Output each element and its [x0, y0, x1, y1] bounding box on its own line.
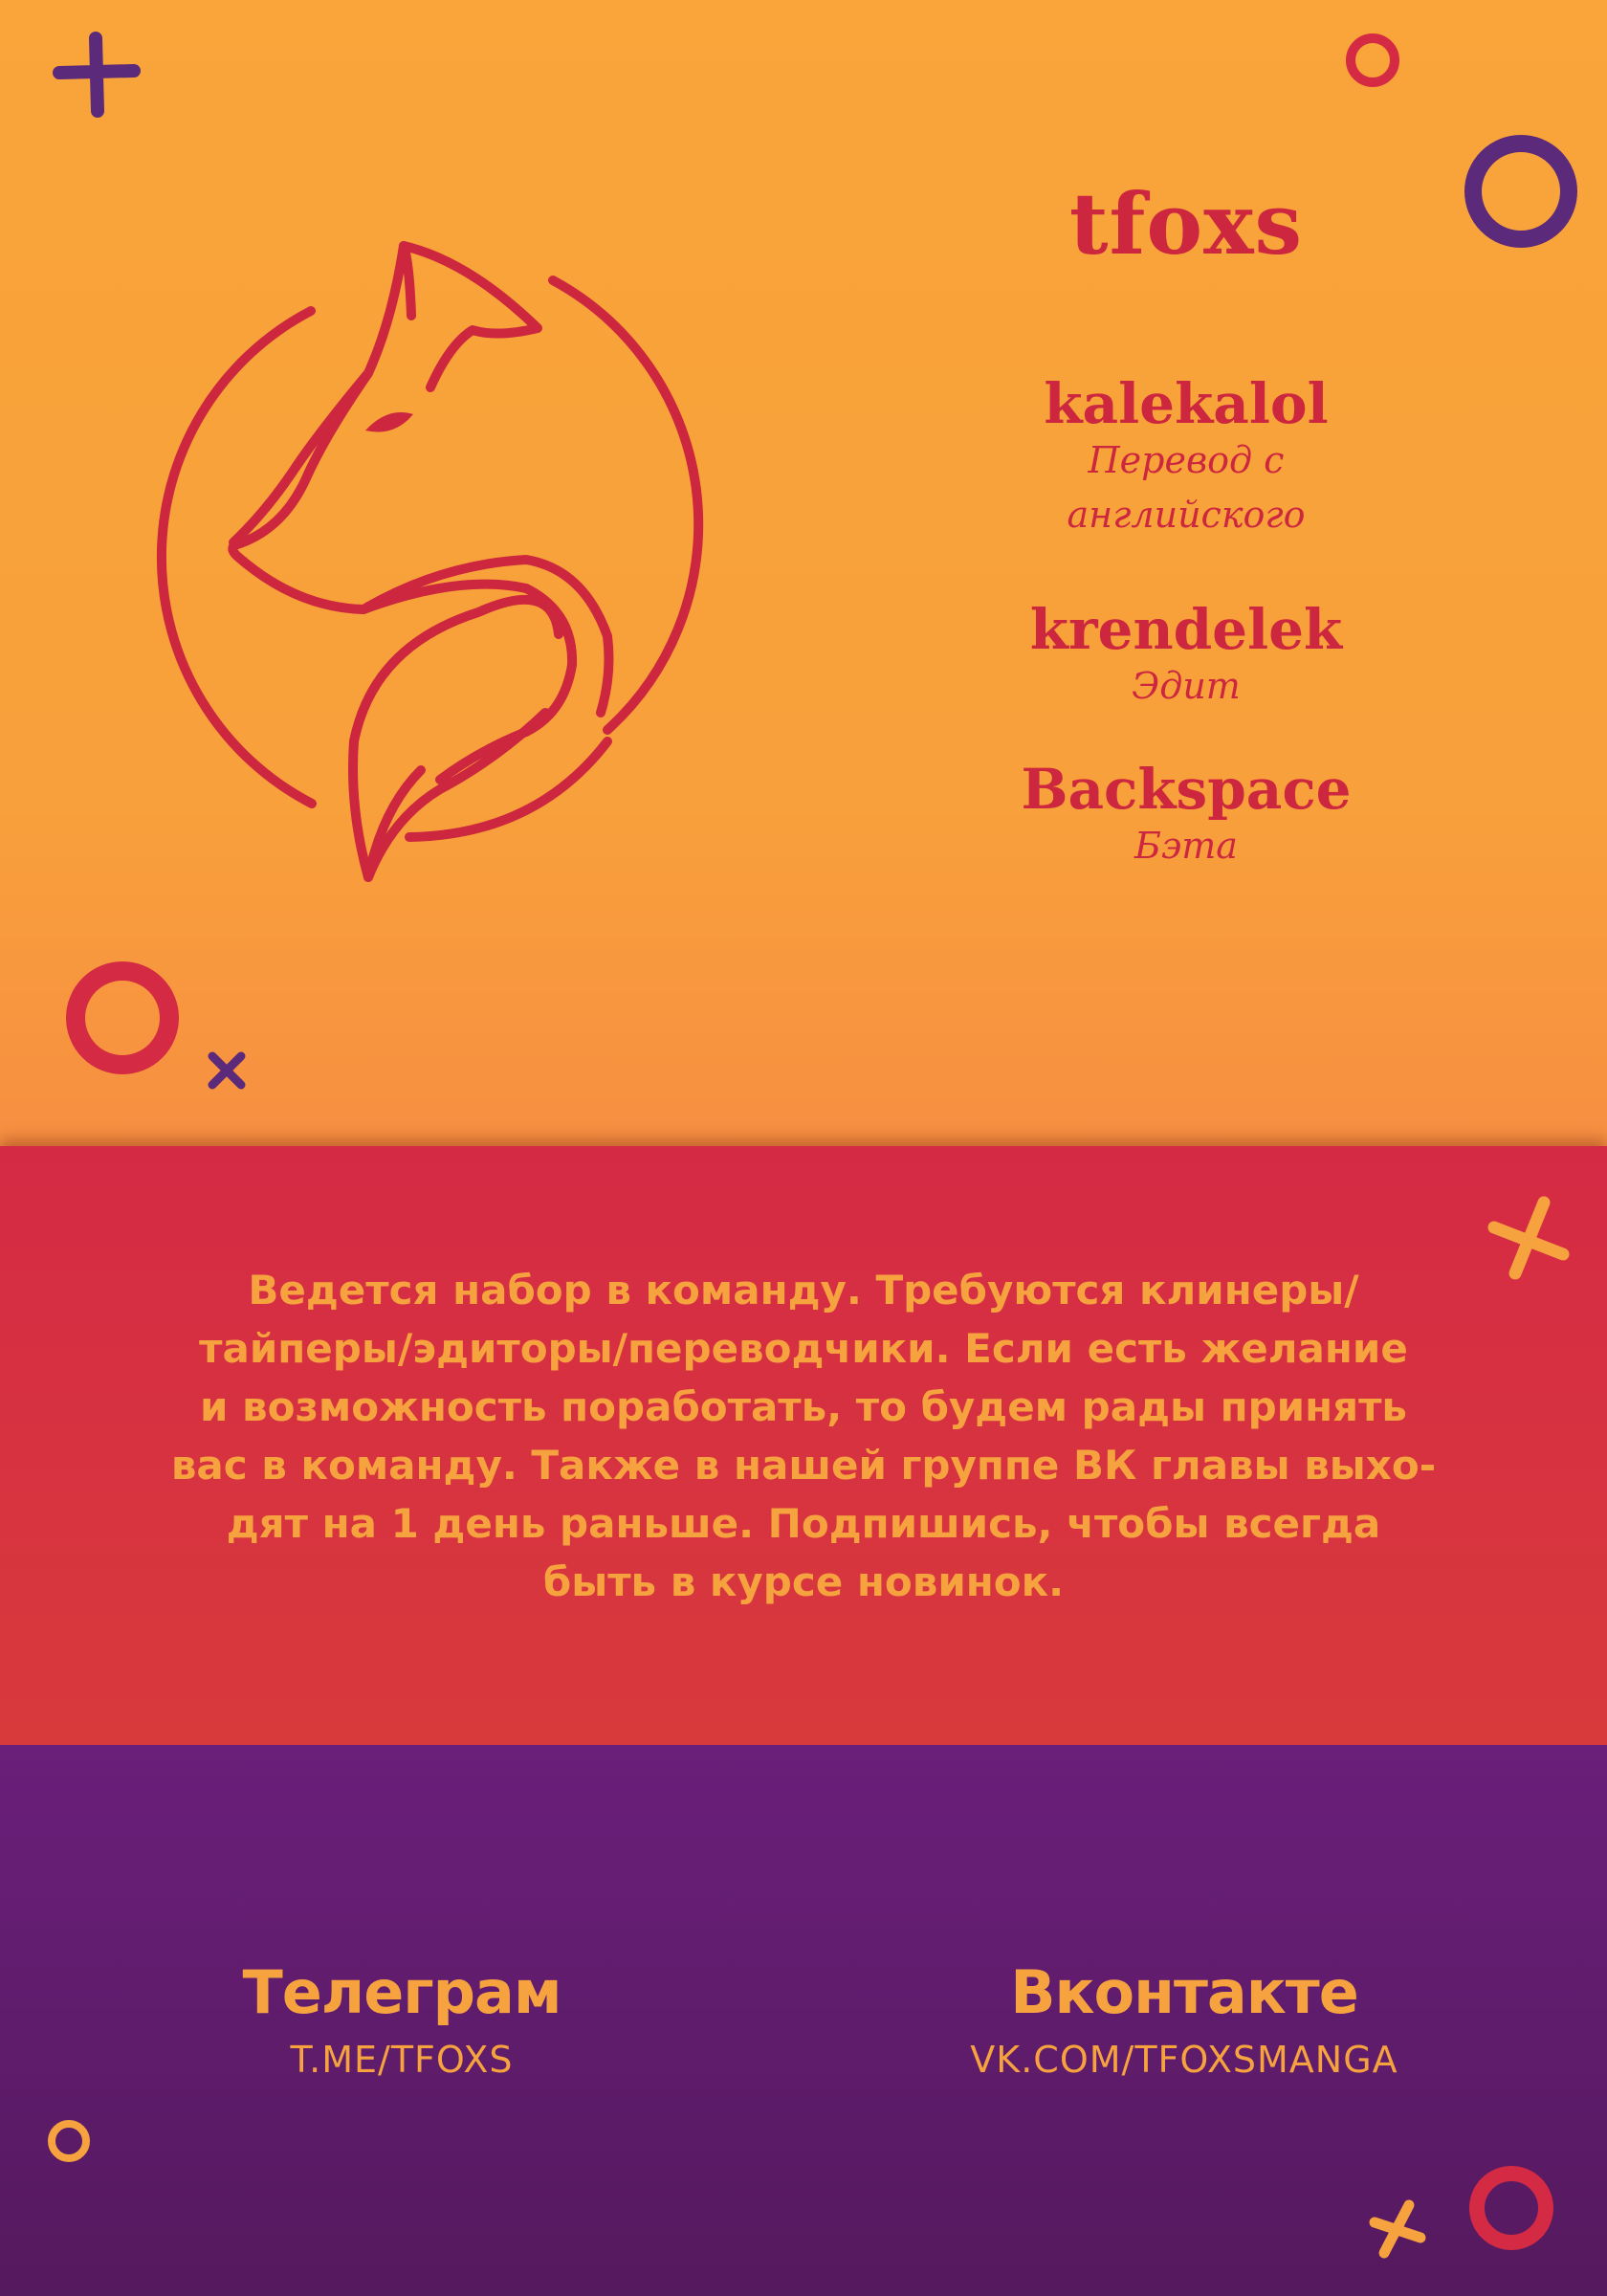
cross-icon	[1481, 1191, 1576, 1287]
member-role-line: Бэта	[1134, 824, 1238, 867]
vk-url[interactable]: VK.COM/TFOXSMANGA	[970, 2039, 1398, 2081]
recruitment-notice	[134, 1261, 1473, 1611]
member-krendelek	[957, 597, 1416, 714]
telegram-url[interactable]: T.ME/TFOXS	[290, 2039, 514, 2081]
plus-icon	[48, 27, 143, 122]
member-name: Backspace	[1021, 757, 1352, 822]
notice-line: вас в команду. Также в нашей группе ВК главы выхо-	[170, 1442, 1437, 1489]
member-kalekalol	[957, 371, 1416, 542]
fox-logo-icon	[153, 234, 746, 894]
vk-link-block[interactable]	[936, 1957, 1433, 2081]
cross-icon	[1363, 2196, 1430, 2263]
notice-line: тайперы/эдиторы/переводчики. Если есть желание	[199, 1325, 1408, 1372]
ring-icon	[42, 2114, 96, 2168]
ring-icon	[1464, 2160, 1559, 2256]
notice-line: Ведется набор в команду. Требуются клинеры/	[248, 1267, 1359, 1314]
notice-line: дят на 1 день раньше. Подпишись, чтобы всегда	[226, 1500, 1381, 1547]
team-title: tfoxs	[1068, 174, 1304, 274]
member-backspace	[957, 757, 1416, 873]
cross-icon	[203, 1047, 251, 1094]
telegram-label: Телеграм	[242, 1957, 561, 2027]
member-role-line: английского	[1067, 493, 1306, 536]
ring-icon	[1459, 129, 1583, 254]
ring-icon	[1341, 29, 1404, 92]
member-name: krendelek	[1029, 597, 1343, 662]
notice-line: и возможность поработать, то будем рады принять	[200, 1383, 1407, 1430]
member-role-line: Перевод с	[1088, 438, 1285, 481]
ring-icon	[59, 955, 186, 1081]
member-name: kalekalol	[1044, 371, 1329, 436]
notice-line: быть в курсе новинок.	[542, 1558, 1065, 1605]
member-role-line: Эдит	[1132, 664, 1241, 707]
telegram-link-block[interactable]	[153, 1957, 650, 2081]
vk-label: Вконтакте	[1010, 1957, 1358, 2027]
